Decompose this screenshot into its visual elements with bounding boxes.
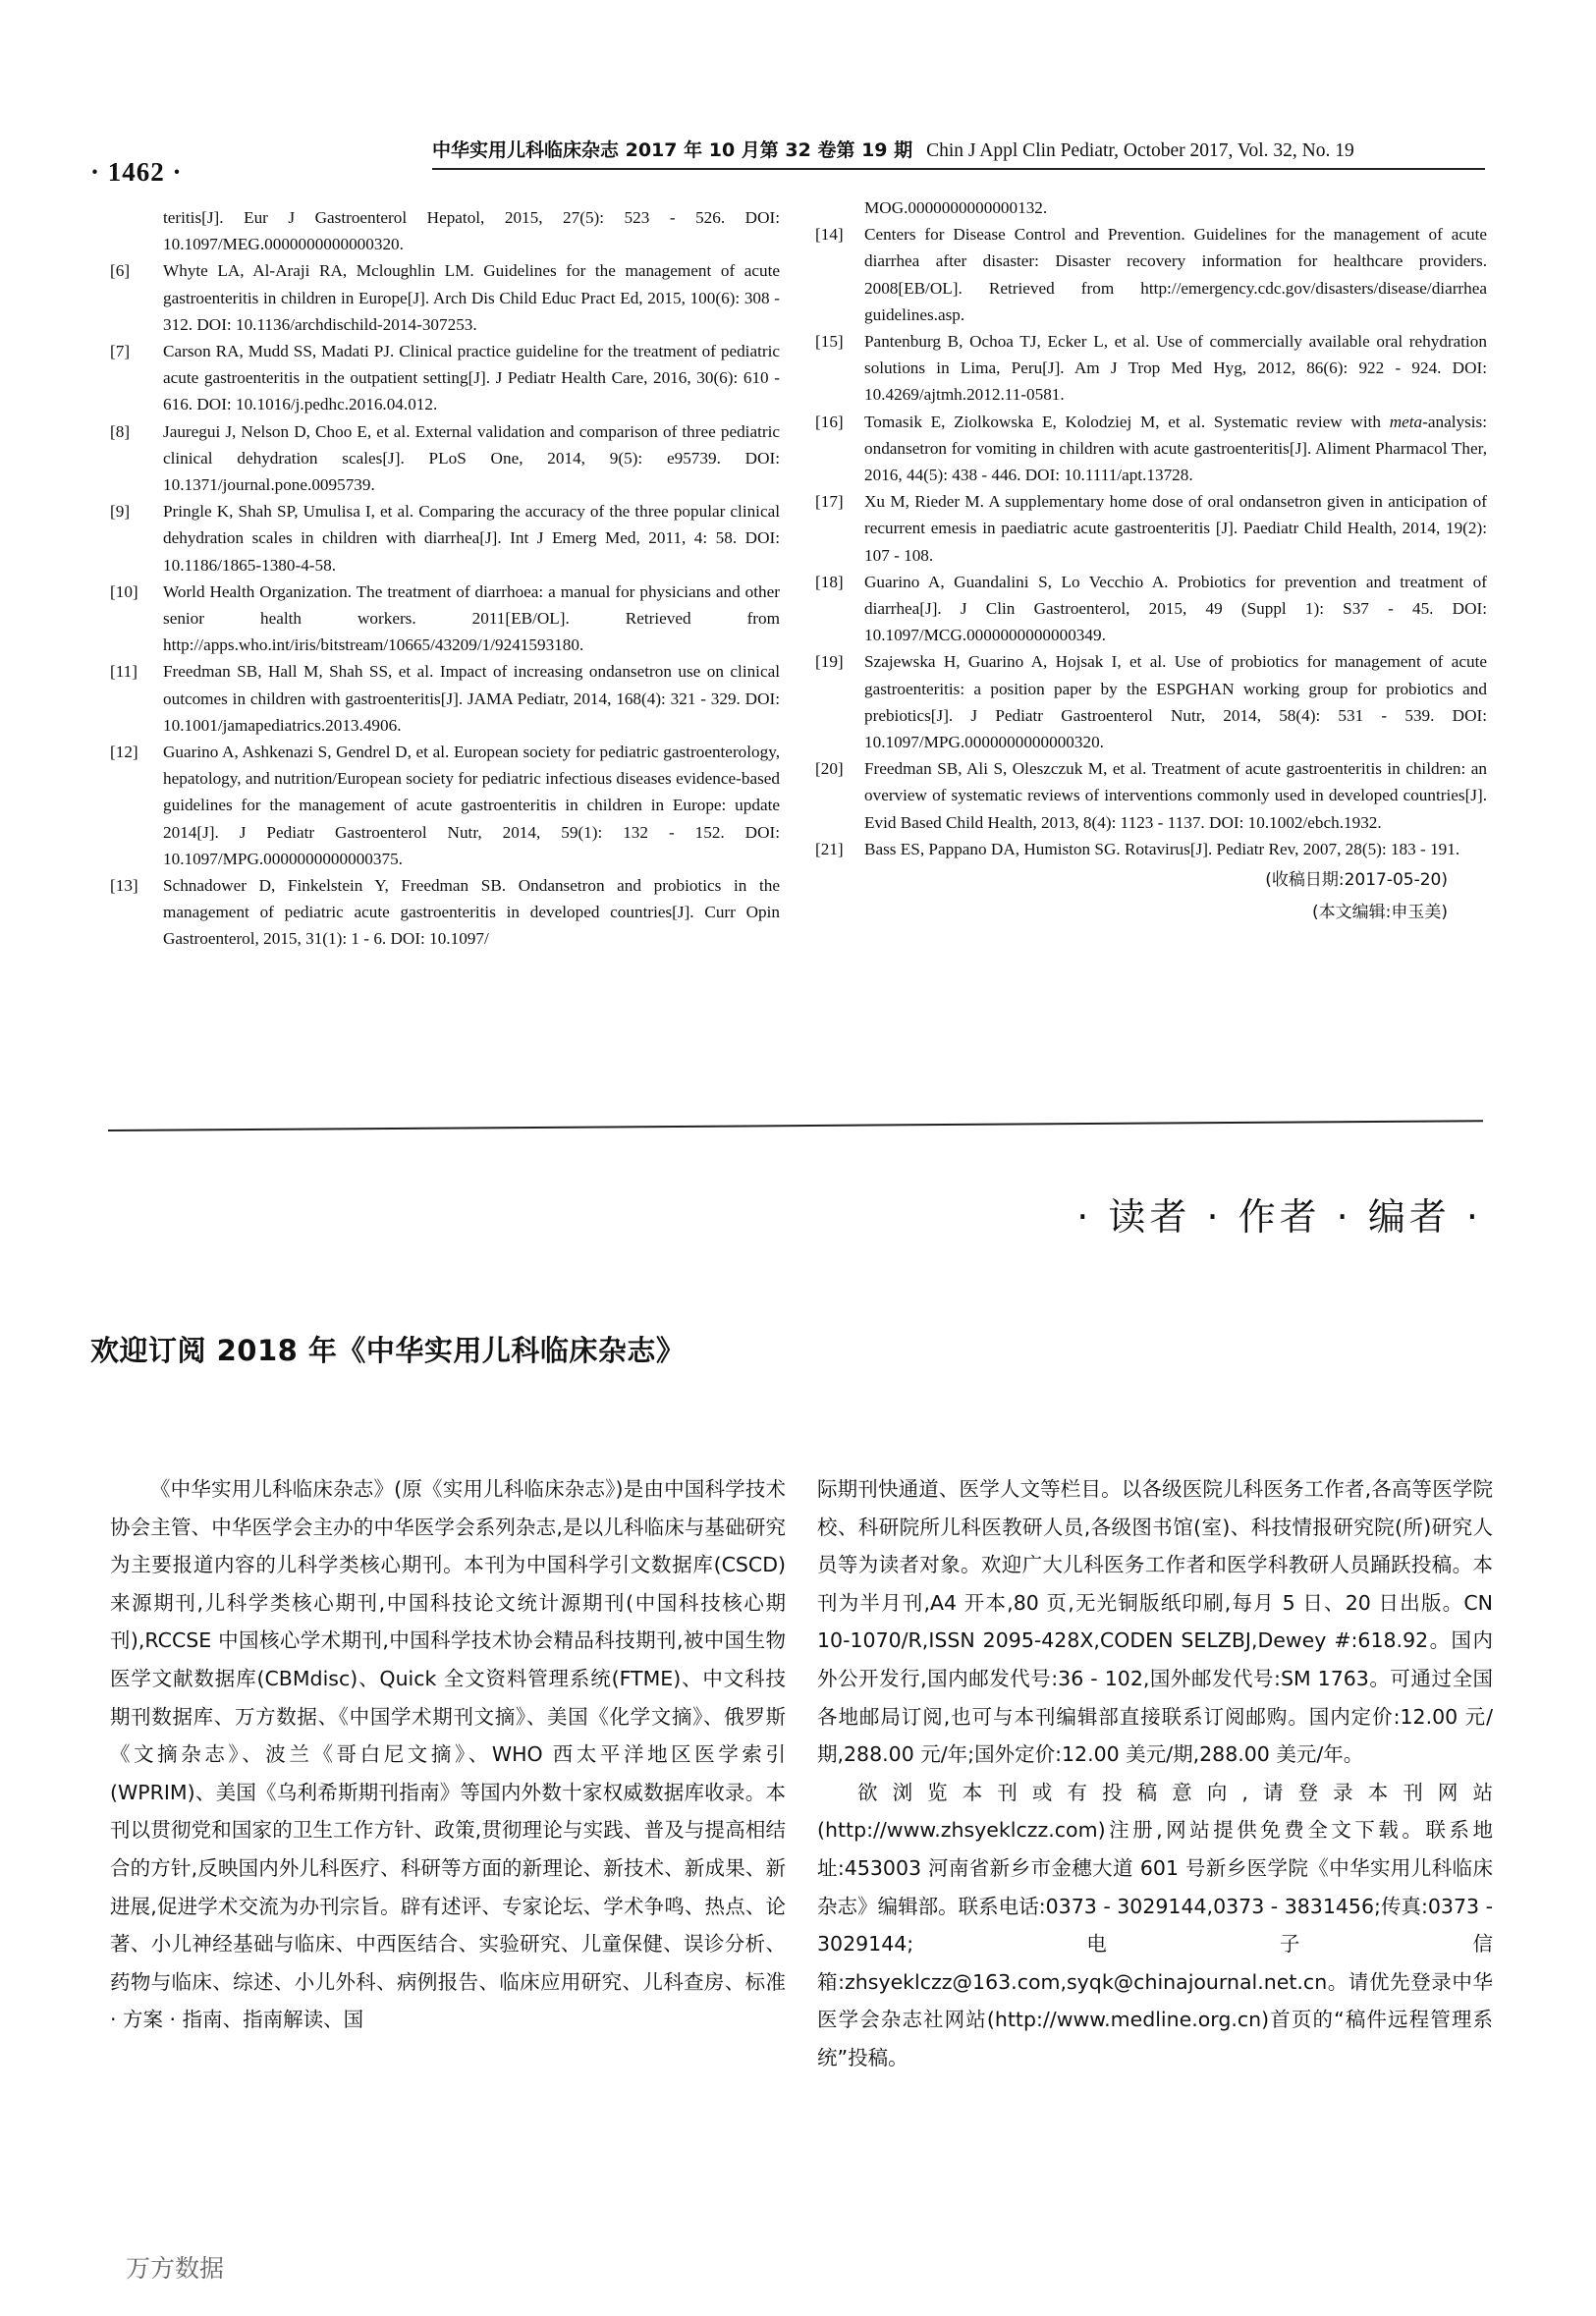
reference-text: Guarino A, Guandalini S, Lo Vecchio A. Probiotics for prevention and treatment of diarrhea[J]. J Clin Gastroenterol, 2015, 49 (Suppl 1): S37 - 45. DOI: 10.1097/MCG.0000000000000349.	[864, 572, 1487, 645]
notice-left-column	[110, 1470, 786, 2039]
reference-item	[815, 488, 1487, 569]
reference-number: [10]	[110, 581, 138, 601]
reference-item	[110, 658, 780, 739]
reference-number: [11]	[110, 662, 138, 682]
notice-paragraph: 际期刊快通道、医学人文等栏目。以各级医院儿科医务工作者,各高等医学院校、科研院所儿科医教研人员,各级图书馆(室)、科技情报研究院(所)研究人员等为读者对象。欢迎广大儿科医务工作者和医学科教研人员踊跃投稿。本刊为半月刊,A4 开本,80 页,无光铜版纸印刷,每月 5 日、20 日出版。CN 10-1070/R,ISSN 2095-428X,CODEN SELZBJ,Dewey #:618.92。国内外公开发行,国内邮发代号:36 - 102,国外邮发代号:SM 1763。可通过全国各地邮局订阅,也可与本刊编辑部直接联系订阅邮购。国内定价:12.00 元/期,288.00 元/年;国外定价:12.00 美元/期,288.00 美元/年。	[817, 1477, 1493, 1767]
notice-title: 欢迎订阅 2018 年《中华实用儿科临床杂志》	[90, 1334, 686, 1367]
section-divider	[108, 1120, 1483, 1131]
reference-item	[124, 204, 780, 257]
notice-paragraph: 欲浏览本刊或有投稿意向,请登录本刊网站(http://www.zhsyeklczz.com)注册,网站提供免费全文下载。联系地址:453003 河南省新乡市金穗大道 601 号新乡医学院《中华实用儿科临床杂志》编辑部。联系电话:0373 - 3029144,0373 - 3831456;传真:0373 - 3029144;电子信箱:zhsyeklczz@163.com,syqk@chinajournal.net.cn。请优先登录中华医学会杂志社网站(http://www.medline.org.cn)首页的“稿件远程管理系统”投稿。	[817, 1780, 1493, 2069]
reference-number: [13]	[110, 876, 138, 896]
reference-text: Jauregui J, Nelson D, Choo E, et al. External validation and comparison of three pediatric clinical dehydration scales[J]. PLoS One, 2014, 9(5): e95739. DOI: 10.1371/journal.pone.0095739.	[163, 421, 780, 495]
reference-text	[864, 409, 1487, 489]
reference-text-part: -analysis: ondansetron for vomiting in children with acute gastroenteritis[J]. Aliment Pharmacol Ther, 2016, 44(5): 438 - 446. DOI: 10.1111/apt.13728.	[864, 412, 1487, 485]
reference-text: Pantenburg B, Ochoa TJ, Ecker L, et al. Use of commercially available oral rehydration solutions in Lima, Peru[J]. Am J Trop Med Hyg, 2012, 86(6): 922 - 924. DOI: 10.4269/ajtmh.2012.11-0581.	[864, 332, 1487, 405]
reference-item	[110, 418, 780, 499]
reference-item	[815, 648, 1487, 755]
reference-number: [17]	[815, 492, 844, 512]
reference-text: Schnadower D, Finkelstein Y, Freedman SB. Ondansetron and probiotics in the management of pediatric acute gastroenteritis in developed countries[J]. Curr Opin Gastroenterol, 2015, 31(1): 1 - 6. DOI: 10.1097/	[163, 876, 780, 949]
reference-item	[110, 257, 780, 338]
reference-number: [20]	[815, 759, 844, 779]
running-header	[432, 136, 1485, 170]
reference-text: Bass ES, Pappano DA, Humiston SG. Rotavirus[J]. Pediatr Rev, 2007, 28(5): 183 - 191.	[864, 839, 1460, 858]
journal-title-en: Chin J Appl Clin Pediatr, October 2017, Vol. 32, No. 19	[926, 140, 1354, 161]
reference-item	[110, 739, 780, 872]
notice-paragraph: 《中华实用儿科临床杂志》(原《实用儿科临床杂志》)是由中国科学技术协会主管、中华医学会主办的中华医学会系列杂志,是以儿科临床与基础研究为主要报道内容的儿科学类核心期刊。本刊为中国科学引文数据库(CSCD)来源期刊,儿科学类核心期刊,中国科技论文统计源期刊(中国科技核心期刊),RCCSE 中国核心学术期刊,中国科学技术协会精品科技期刊,被中国生物医学文献数据库(CBMdisc)、Quick 全文资料管理系统(FTME)、中文科技期刊数据库、万方数据、《中国学术期刊文摘》、美国《化学文摘》、俄罗斯《文摘杂志》、波兰《哥白尼文摘》、WHO 西太平洋地区医学索引(WPRIM)、美国《乌利希斯期刊指南》等国内外数十家权威数据库收录。本刊以贯彻党和国家的卫生工作方针、政策,贯彻理论与实践、普及与提高相结合的方针,反映国内外儿科医疗、科研等方面的新理论、新技术、新成果、新进展,促进学术交流为办刊宗旨。辟有述评、专家论坛、学术争鸣、热点、论著、小儿神经基础与临床、中西医结合、实验研究、儿童保健、误诊分析、药物与临床、综述、小儿外科、病例报告、临床应用研究、儿科查房、标准 · 方案 · 指南、指南解读、国	[110, 1477, 786, 2032]
reference-item	[815, 569, 1487, 649]
reference-number: [15]	[815, 332, 844, 352]
notice-right-column	[817, 1470, 1493, 2077]
reference-item	[110, 498, 780, 579]
references-right-column	[815, 194, 1487, 927]
reference-number: [14]	[815, 225, 844, 245]
reference-number: [9]	[110, 502, 131, 522]
reference-text: Freedman SB, Hall M, Shah SS, et al. Impact of increasing ondansetron use on clinical outcomes in children with gastroenteritis[J]. JAMA Pediatr, 2014, 168(4): 321 - 329. DOI: 10.1001/jamapediatrics.2013.4906.	[163, 662, 780, 735]
reference-number: [7]	[110, 342, 131, 361]
reference-item	[110, 338, 780, 418]
page-number: · 1462 ·	[90, 157, 183, 187]
reference-number: [18]	[815, 572, 844, 591]
references-left-column	[110, 204, 780, 953]
reference-item	[110, 872, 780, 953]
reference-text: Szajewska H, Guarino A, Hojsak I, et al. Use of probiotics for management of acute gastroenteritis: a position paper by the ESPGHAN working group for probiotics and prebiotics[J]. J Pediatr Gastroenterol Nutr, 2014, 58(4): 531 - 539. DOI: 10.1097/MPG.0000000000000320.	[864, 652, 1487, 752]
reference-number: [19]	[815, 652, 844, 672]
reference-text: Whyte LA, Al-Araji RA, Mcloughlin LM. Guidelines for the management of acute gastroenteritis in children in Europe[J]. Arch Dis Child Educ Pract Ed, 2015, 100(6): 308 - 312. DOI: 10.1136/archdischild-2014-307253.	[163, 261, 780, 334]
received-date: (收稿日期:2017-05-20)	[1265, 870, 1448, 891]
reference-item	[815, 836, 1487, 862]
reference-number: [21]	[815, 839, 844, 858]
reference-item	[815, 409, 1487, 489]
watermark: 万方数据	[126, 2254, 225, 2283]
editor-credit: (本文编辑:申玉美)	[1312, 903, 1448, 923]
reference-text: Guarino A, Ashkenazi S, Gendrel D, et al. European society for pediatric gastroenterology, hepatology, and nutrition/European society for pediatric infectious diseases evidence-based guidelines for the management of acute gastroenteritis in children in Europe: update 2014[J]. J Pediatr Gastroenterol Nutr, 2014, 59(1): 132 - 152. DOI: 10.1097/MPG.0000000000000375.	[163, 743, 780, 868]
reference-item	[110, 579, 780, 659]
reference-item	[815, 221, 1487, 328]
reference-text: Pringle K, Shah SP, Umulisa I, et al. Comparing the accuracy of the three popular clinical dehydration scales in children with diarrhea[J]. Int J Emerg Med, 2011, 4: 58. DOI: 10.1186/1865-1380-4-58.	[163, 502, 780, 575]
reference-text-italic: meta	[1389, 412, 1423, 431]
journal-title-cn: 中华实用儿科临床杂志 2017 年 10 月第 32 卷第 19 期	[432, 139, 913, 161]
reference-item	[815, 755, 1487, 836]
reference-number: [16]	[815, 412, 844, 431]
reference-item	[825, 194, 1487, 221]
reference-number: [8]	[110, 421, 131, 441]
reference-text: Carson RA, Mudd SS, Madati PJ. Clinical practice guideline for the treatment of pediatric acute gastroenteritis in the outpatient setting[J]. J Pediatr Health Care, 2016, 30(6): 610 - 616. DOI: 10.1016/j.pedhc.2016.04.012.	[163, 342, 780, 414]
reference-text: teritis[J]. Eur J Gastroenterol Hepatol, 2015, 27(5): 523 - 526. DOI: 10.1097/MEG.0000000000000320.	[163, 208, 780, 254]
reference-text: World Health Organization. The treatment of diarrhoea: a manual for physicians and other senior health workers. 2011[EB/OL]. Retrieved from http://apps.who.int/iris/bitstream/10665/43209/1/9241593180.	[163, 581, 780, 655]
reference-text: MOG.0000000000000132.	[864, 198, 1048, 217]
reference-number: [6]	[110, 261, 131, 281]
reference-item	[815, 328, 1487, 409]
reference-text: Xu M, Rieder M. A supplementary home dose of oral ondansetron given in anticipation of recurrent emesis in paediatric acute gastroenteritis [J]. Paediatr Child Health, 2014, 19(2): 107 - 108.	[864, 492, 1487, 565]
reference-text: Centers for Disease Control and Prevention. Guidelines for the management of acute diarrhea after disaster: Disaster recovery information for healthcare providers. 2008[EB/OL]. Retrieved from http://emergency.cdc.gov/disasters/disease/diarrhea guidelines.asp.	[864, 225, 1487, 324]
column-tag: · 读者 · 作者 · 编者 ·	[1076, 1195, 1482, 1239]
reference-number: [12]	[110, 743, 138, 762]
reference-text-part: Tomasik E, Ziolkowska E, Kolodziej M, et al. Systematic review with	[864, 412, 1390, 431]
reference-text: Freedman SB, Ali S, Oleszczuk M, et al. Treatment of acute gastroenteritis in children: an overview of systematic reviews of interventions commonly used in developed countries[J]. Evid Based Child Health, 2013, 8(4): 1123 - 1137. DOI: 10.1002/ebch.1932.	[864, 759, 1487, 832]
